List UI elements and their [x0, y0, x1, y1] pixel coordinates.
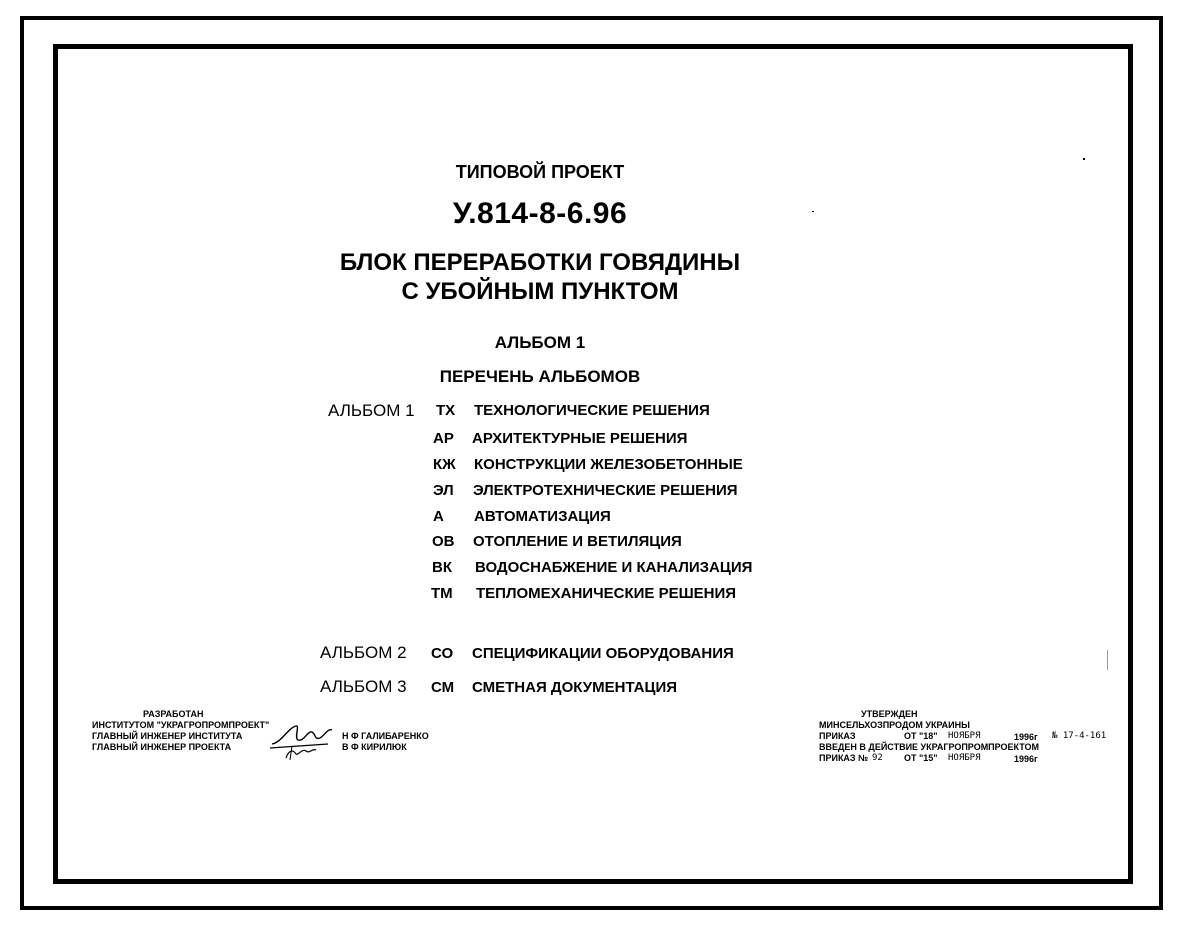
approval-order-label: ПРИКАЗ [819, 731, 856, 741]
section-name: СПЕЦИФИКАЦИИ ОБОРУДОВАНИЯ [472, 645, 734, 662]
section-abbr: СМ [431, 679, 455, 696]
album-1-label: АЛЬБОМ 1 [328, 401, 415, 420]
section-abbr: ОВ [432, 533, 455, 550]
scan-speck [812, 211, 814, 212]
approval-ministry: МИНСЕЛЬХОЗПРОДОМ УКРАИНЫ [819, 720, 970, 730]
section-name: ТЕХНОЛОГИЧЕСКИЕ РЕШЕНИЯ [474, 402, 710, 419]
section-name: АРХИТЕКТУРНЫЕ РЕШЕНИЯ [472, 430, 688, 447]
section-name: ВОДОСНАБЖЕНИЕ И КАНАЛИЗАЦИЯ [475, 559, 753, 576]
approval-order-date: ОТ "18" [904, 731, 938, 741]
developer-heading: РАЗРАБОТАН [143, 709, 204, 719]
developer-role-project-engineer: ГЛАВНЫЙ ИНЖЕНЕР ПРОЕКТА [92, 742, 232, 752]
project-title-line1: БЛОК ПЕРЕРАБОТКИ ГОВЯДИНЫ [339, 249, 741, 276]
developer-name-1: Н Ф ГАЛИБАРЕНКО [342, 731, 429, 741]
section-abbr: ТХ [436, 402, 456, 419]
project-code: У.814-8-6.96 [452, 197, 628, 230]
album-number: АЛЬБОМ 1 [494, 333, 586, 352]
approval-order-number: № 17-4-161 [1052, 731, 1107, 741]
signatures-image [268, 718, 338, 760]
section-abbr: ТМ [431, 585, 453, 602]
album-list-heading: ПЕРЕЧЕНЬ АЛЬБОМОВ [439, 367, 641, 386]
developer-name-2: В Ф КИРИЛЮК [342, 742, 407, 752]
approval-order2-label: ПРИКАЗ № [819, 753, 869, 763]
section-abbr: СО [431, 645, 454, 662]
project-series: ТИПОВОЙ ПРОЕКТ [455, 162, 625, 182]
approval-heading: УТВЕРЖДЕН [861, 709, 918, 719]
scan-speck [1107, 650, 1108, 670]
album-2-label: АЛЬБОМ 2 [320, 643, 407, 662]
album-3-label: АЛЬБОМ 3 [320, 677, 407, 696]
approval-enacted: ВВЕДЕН В ДЕЙСТВИЕ УКРАГРОПРОМПРОЕКТОМ [819, 742, 1040, 752]
scan-speck [1083, 158, 1085, 160]
section-name: КОНСТРУКЦИИ ЖЕЛЕЗОБЕТОННЫЕ [474, 456, 743, 473]
approval-order-year: 1996г [1014, 732, 1038, 742]
section-abbr: ЭЛ [433, 482, 454, 499]
approval-order2-number: 92 [872, 753, 883, 763]
section-name: АВТОМАТИЗАЦИЯ [474, 508, 611, 525]
developer-role-chief-engineer: ГЛАВНЫЙ ИНЖЕНЕР ИНСТИТУТА [92, 731, 243, 741]
section-abbr: АР [433, 430, 454, 447]
section-name: ТЕПЛОМЕХАНИЧЕСКИЕ РЕШЕНИЯ [476, 585, 737, 602]
approval-order2-month: НОЯБРЯ [948, 753, 981, 763]
section-abbr: ВК [432, 559, 452, 576]
section-name: СМЕТНАЯ ДОКУМЕНТАЦИЯ [472, 679, 678, 696]
approval-order-month: НОЯБРЯ [948, 731, 981, 741]
section-name: ЭЛЕКТРОТЕХНИЧЕСКИЕ РЕШЕНИЯ [473, 482, 738, 499]
project-title-line2: С УБОЙНЫМ ПУНКТОМ [401, 278, 679, 305]
approval-order2-year: 1996г [1014, 754, 1038, 764]
developer-institute: ИНСТИТУТОМ "УКРАГРОПРОМПРОЕКТ" [92, 720, 270, 730]
section-abbr: А [433, 508, 444, 525]
section-name: ОТОПЛЕНИЕ И ВЕТИЛЯЦИЯ [473, 533, 682, 550]
section-abbr: КЖ [433, 456, 456, 473]
approval-order2-date: ОТ "15" [904, 753, 938, 763]
